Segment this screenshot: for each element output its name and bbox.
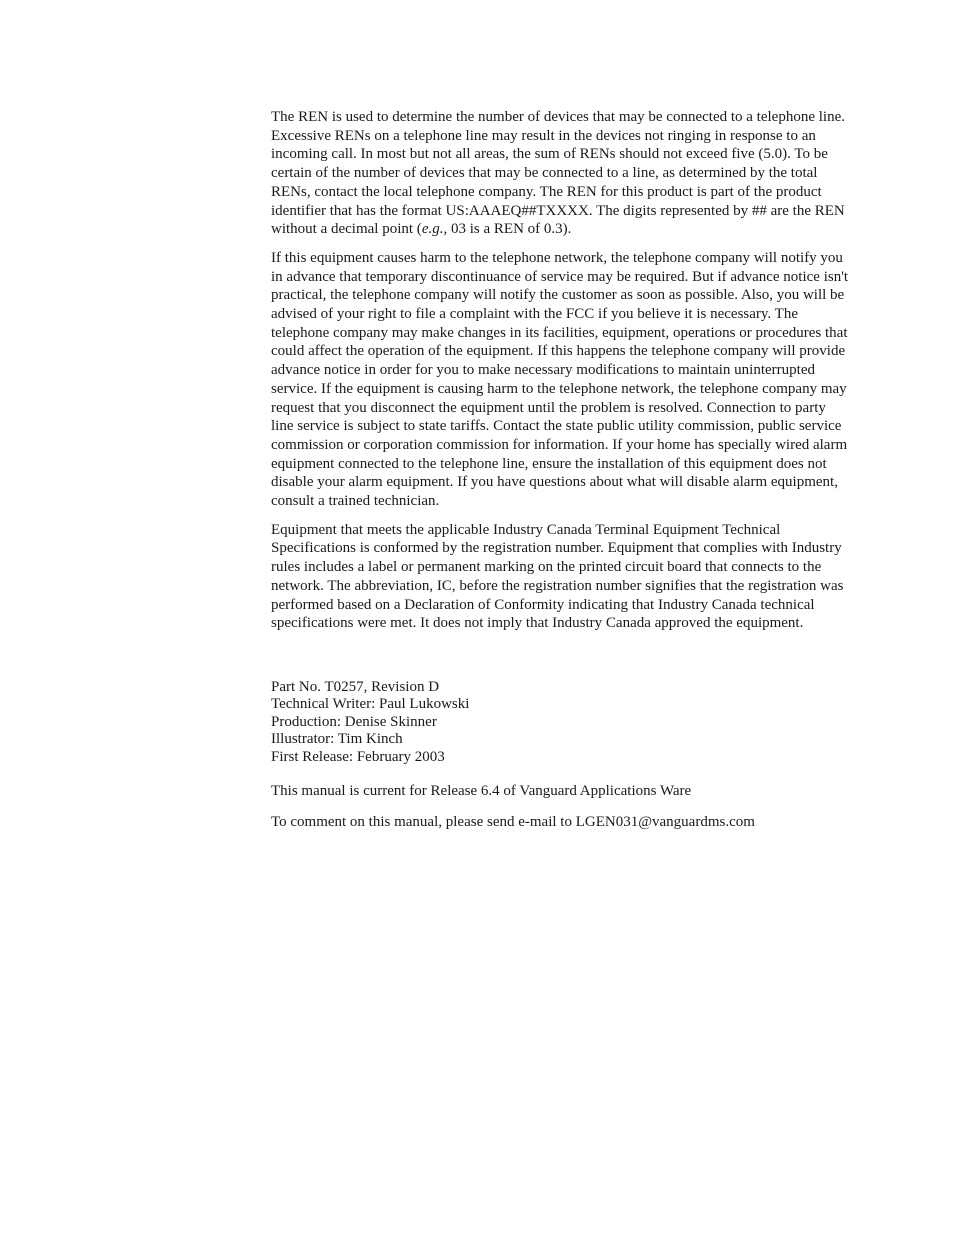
- credits-block: [271, 679, 851, 766]
- document-page: [271, 108, 851, 831]
- ren-text-italic: e.g.: [421, 221, 444, 238]
- network-harm-paragraph: If this equipment causes harm to the telephone network, the telephone company will notify you in advance that temporary discontinuance of service may be required. But if advance notice isn't practical, the telephone company will notify the customer as soon as possible. Also, you will be advised of your right to file a complaint with the FCC if you believe it is necessary. The telephone company may make changes in its facilities, equipment, operations or procedures that could affect the operation of the equipment. If this happens the telephone company will provide advance notice in order for you to make necessary modifications to maintain uninterrupted service. If the equipment is causing harm to the telephone network, the telephone company may request that you disconnect the equipment until the problem is resolved. Connection to party line service is subject to state tariffs. Contact the state public utility commission, public service commission or corporation commission for information. If your home has specially wired alarm equipment connected to the telephone line, ensure the installation of this equipment does not disable your alarm equipment. If you have questions about what will disable alarm equipment, consult a trained technician.: [271, 249, 849, 510]
- industry-canada-paragraph: Equipment that meets the applicable Industry Canada Terminal Equipment Technical Specifications is conformed by the registration number. Equipment that complies with Industry rules includes a label or permanent marking on the printed circuit board that connects to the network. The abbreviation, IC, before the registration number signifies that the registration was performed based on a Declaration of Conformity indicating that Industry Canada technical specifications were met. It does not imply that Industry Canada approved the equipment.: [271, 521, 844, 632]
- production-credit: Production: Denise Skinner: [271, 713, 437, 730]
- release-note: This manual is current for Release 6.4 of Vanguard Applications Ware: [271, 783, 692, 800]
- part-number: Part No. T0257, Revision D: [271, 678, 440, 695]
- first-release: First Release: February 2003: [271, 748, 445, 765]
- comment-note: To comment on this manual, please send e-mail to LGEN031@vanguardms.com: [271, 814, 755, 831]
- ren-text-after: , 03 is a REN of 0.3).: [443, 221, 572, 238]
- illustrator-credit: Illustrator: Tim Kinch: [271, 731, 403, 748]
- ren-text-before: The REN is used to determine the number of devices that may be connected to a telephone line. Excessive RENs on a telephone line may result in the devices not ringing in response to an incoming call. In most but not all areas, the sum of RENs should not exceed five (5.0). To be certain of the number of devices that may be connected to a line, as determined by the total RENs, contact the local telephone company. The REN for this product is part of the product identifier that has the format US:AAAEQ##TXXXX. The digits represented by ## are the REN without a decimal point (: [271, 109, 845, 238]
- technical-writer: Technical Writer: Paul Lukowski: [271, 696, 470, 713]
- ren-paragraph: [271, 108, 851, 239]
